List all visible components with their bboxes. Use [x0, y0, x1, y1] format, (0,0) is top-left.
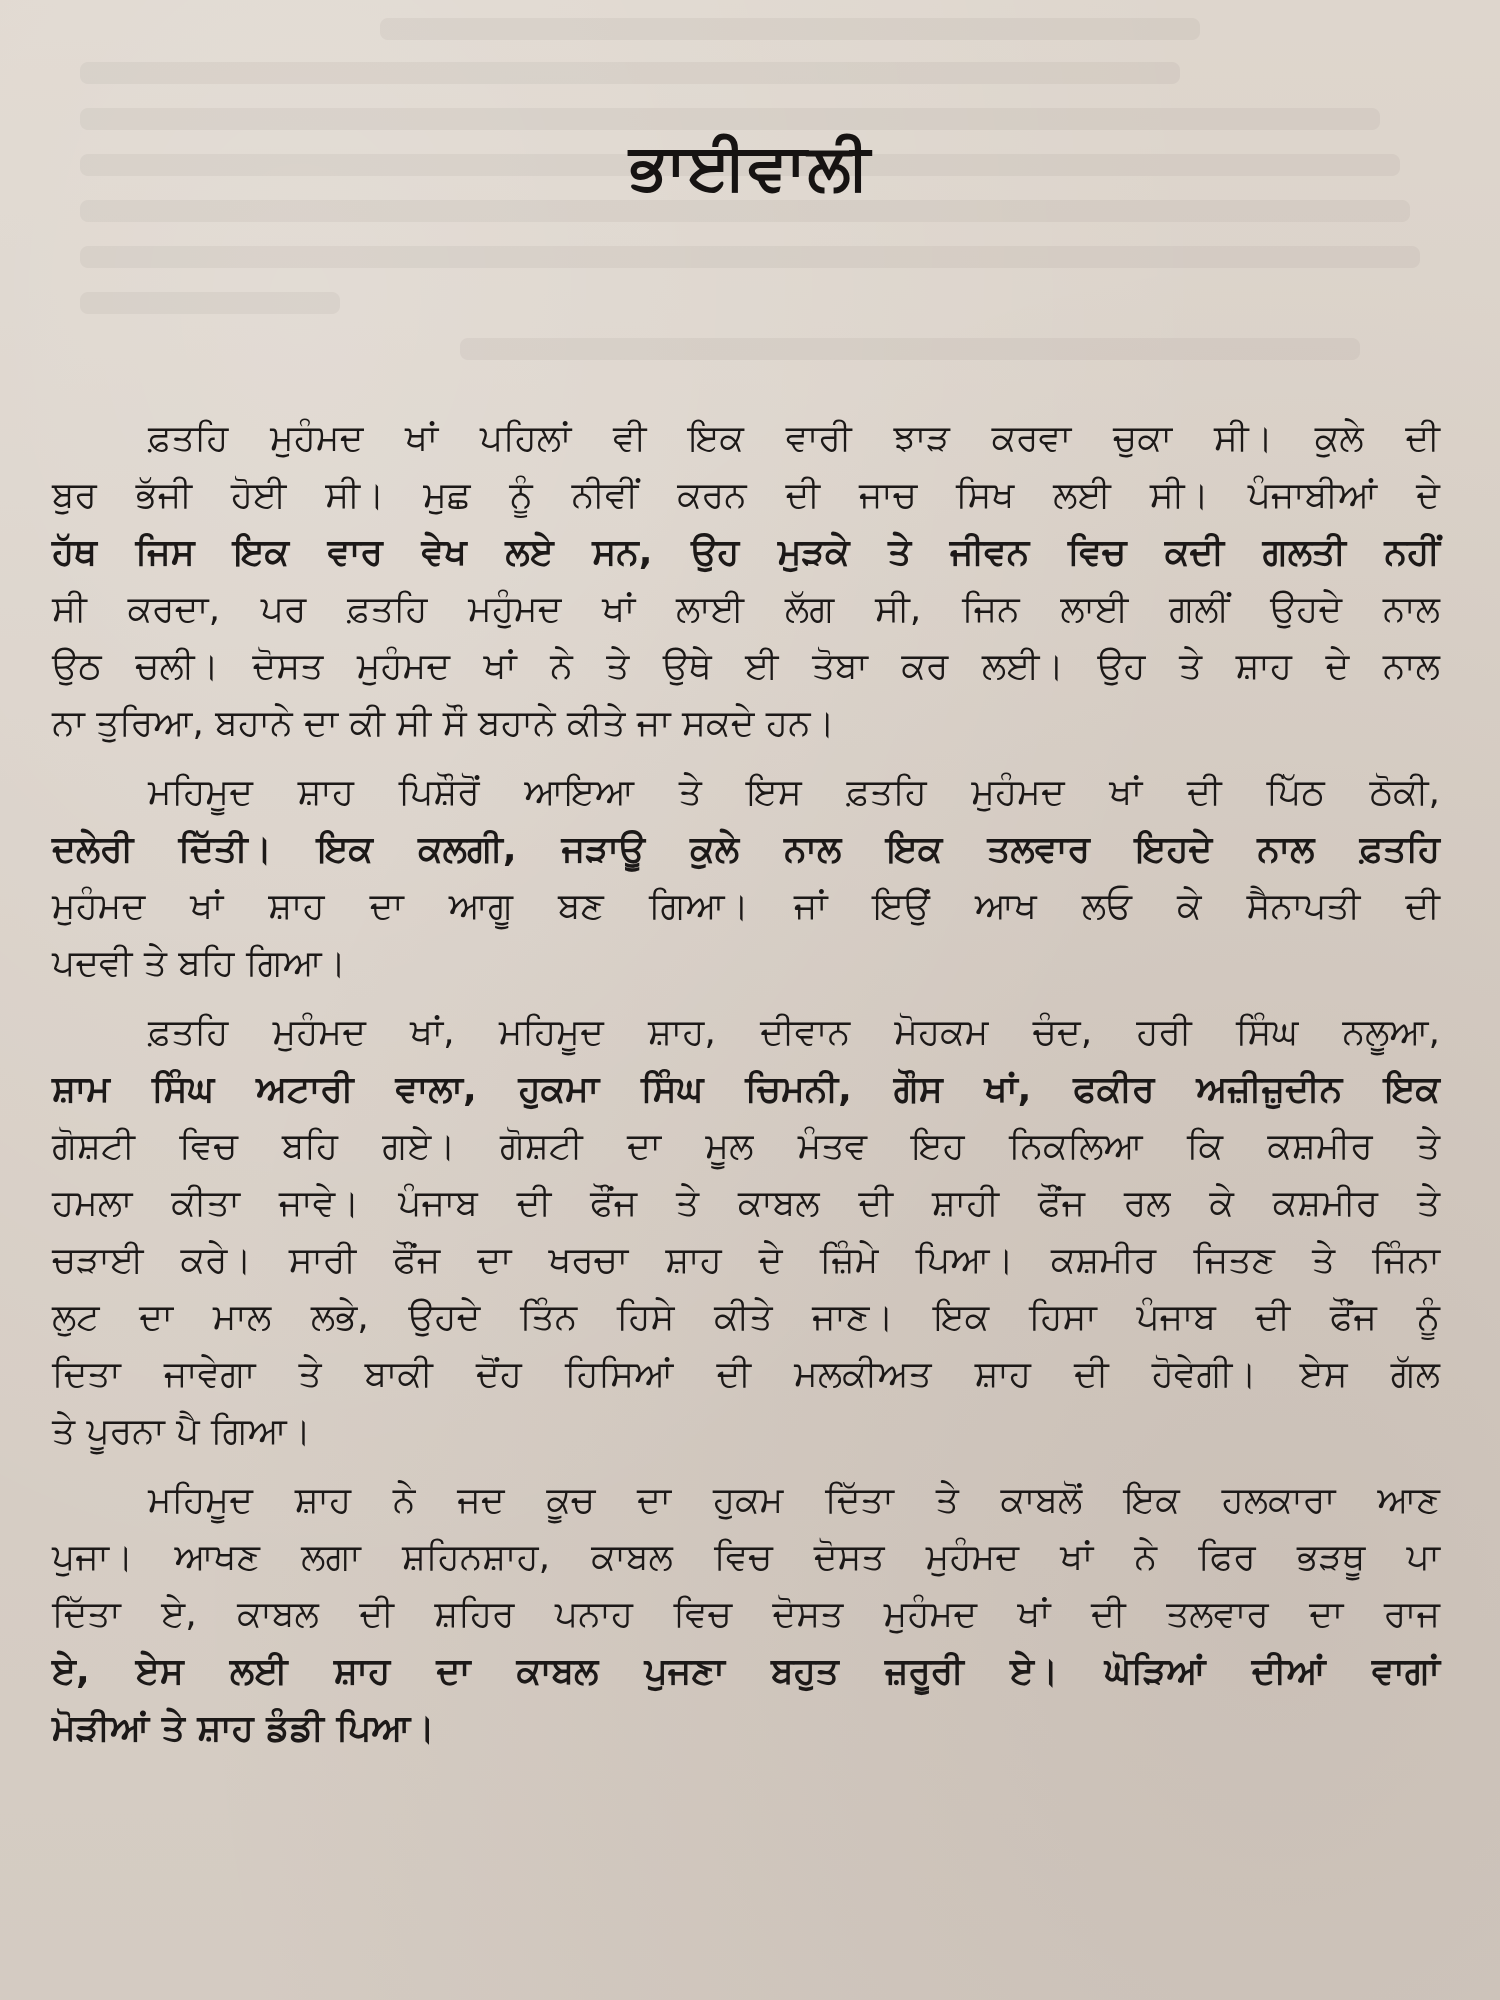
paragraph-2 [52, 764, 1440, 992]
text-line: ਨਾ ਤੁਰਿਆ, ਬਹਾਨੇ ਦਾ ਕੀ ਸੀ ਸੌ ਬਹਾਨੇ ਕੀਤੇ ਜਾ ਸਕਦੇ ਹਨ। [52, 703, 835, 744]
text-line: ਮੁਹੰਮਦ ਖਾਂ ਸ਼ਾਹ ਦਾ ਆਗੂ ਬਣ ਗਿਆ। ਜਾਂ ਇਉਂ ਆਖ ਲਓ ਕੇ ਸੈਨਾਪਤੀ ਦੀ [52, 886, 1440, 927]
text-line: ਮੋੜੀਆਂ ਤੇ ਸ਼ਾਹ ਡੰਡੀ ਪਿਆ। [52, 1708, 435, 1749]
text-line: ਫ਼ਤਹਿ ਮੁਹੰਮਦ ਖਾਂ ਪਹਿਲਾਂ ਵੀ ਇਕ ਵਾਰੀ ਝਾੜ ਕਰਵਾ ਚੁਕਾ ਸੀ। ਕੁਲੇ ਦੀ [148, 418, 1440, 459]
text-line: ਦਿੱਤਾ ਏ, ਕਾਬਲ ਦੀ ਸ਼ਹਿਰ ਪਨਾਹ ਵਿਚ ਦੋਸਤ ਮੁਹੰਮਦ ਖਾਂ ਦੀ ਤਲਵਾਰ ਦਾ ਰਾਜ [52, 1594, 1440, 1635]
text-line: ਦਲੇਰੀ ਦਿੱਤੀ। ਇਕ ਕਲਗੀ, ਜੜਾਊ ਕੁਲੇ ਨਾਲ ਇਕ ਤਲਵਾਰ ਇਹਦੇ ਨਾਲ ਫ਼ਤਹਿ [52, 829, 1440, 870]
text-line: ਮਹਿਮੂਦ ਸ਼ਾਹ ਨੇ ਜਦ ਕੂਚ ਦਾ ਹੁਕਮ ਦਿੱਤਾ ਤੇ ਕਾਬਲੋਂ ਇਕ ਹਲਕਾਰਾ ਆਣ [148, 1480, 1440, 1521]
text-line: ਹਮਲਾ ਕੀਤਾ ਜਾਵੇ। ਪੰਜਾਬ ਦੀ ਫੌਂਜ ਤੇ ਕਾਬਲ ਦੀ ਸ਼ਾਹੀ ਫੌਂਜ ਰਲ ਕੇ ਕਸ਼ਮੀਰ ਤੇ [52, 1183, 1440, 1224]
text-line: ਮਹਿਮੂਦ ਸ਼ਾਹ ਪਿਸ਼ੌਰੋਂ ਆਇਆ ਤੇ ਇਸ ਫ਼ਤਹਿ ਮੁਹੰਮਦ ਖਾਂ ਦੀ ਪਿੱਠ ਠੋਕੀ, [148, 772, 1440, 813]
text-line: ਬੁਰ ਭੱਜੀ ਹੋਈ ਸੀ। ਮੁਛ ਨੂੰ ਨੀਵੀਂ ਕਰਨ ਦੀ ਜਾਚ ਸਿਖ ਲਈ ਸੀ। ਪੰਜਾਬੀਆਂ ਦੇ [52, 475, 1440, 516]
text-line: ਸ਼ਾਮ ਸਿੰਘ ਅਟਾਰੀ ਵਾਲਾ, ਹੁਕਮਾ ਸਿੰਘ ਚਿਮਨੀ, ਗੌਸ ਖਾਂ, ਫਕੀਰ ਅਜ਼ੀਜ਼ੁਦੀਨ ਇਕ [52, 1069, 1440, 1110]
text-line: ਹੱਥ ਜਿਸ ਇਕ ਵਾਰ ਵੇਖ ਲਏ ਸਨ, ਉਹ ਮੁੜਕੇ ਤੇ ਜੀਵਨ ਵਿਚ ਕਦੀ ਗਲਤੀ ਨਹੀਂ [52, 532, 1440, 573]
text-line: ਏ, ਏਸ ਲਈ ਸ਼ਾਹ ਦਾ ਕਾਬਲ ਪੁਜਣਾ ਬਹੁਤ ਜ਼ਰੂਰੀ ਏ। ਘੋੜਿਆਂ ਦੀਆਂ ਵਾਗਾਂ [52, 1651, 1440, 1692]
paragraph-3 [52, 1004, 1440, 1460]
body-text [52, 410, 1440, 1769]
paragraph-4 [52, 1472, 1440, 1757]
text-line: ਫ਼ਤਹਿ ਮੁਹੰਮਦ ਖਾਂ, ਮਹਿਮੂਦ ਸ਼ਾਹ, ਦੀਵਾਨ ਮੋਹਕਮ ਚੰਦ, ਹਰੀ ਸਿੰਘ ਨਲੂਆ, [148, 1012, 1440, 1053]
text-line: ਪੁਜਾ। ਆਖਣ ਲਗਾ ਸ਼ਹਿਨਸ਼ਾਹ, ਕਾਬਲ ਵਿਚ ਦੋਸਤ ਮੁਹੰਮਦ ਖਾਂ ਨੇ ਫਿਰ ਭੜਥੂ ਪਾ [52, 1537, 1440, 1578]
text-line: ਸੀ ਕਰਦਾ, ਪਰ ਫ਼ਤਹਿ ਮਹੁੰਮਦ ਖਾਂ ਲਾਈ ਲੱਗ ਸੀ, ਜਿਨ ਲਾਈ ਗਲੀਂ ਉਹਦੇ ਨਾਲ [52, 589, 1440, 630]
text-line: ਚੜਾਈ ਕਰੇ। ਸਾਰੀ ਫੌਂਜ ਦਾ ਖਰਚਾ ਸ਼ਾਹ ਦੇ ਜ਼ਿੰਮੇ ਪਿਆ। ਕਸ਼ਮੀਰ ਜਿਤਣ ਤੇ ਜਿੰਨਾ [52, 1240, 1440, 1281]
text-line: ਤੇ ਪੂਰਨਾ ਪੈ ਗਿਆ। [52, 1411, 312, 1452]
text-line: ਲੁਟ ਦਾ ਮਾਲ ਲਭੇ, ਉਹਦੇ ਤਿੰਨ ਹਿਸੇ ਕੀਤੇ ਜਾਣ। ਇਕ ਹਿਸਾ ਪੰਜਾਬ ਦੀ ਫੌਂਜ ਨੂੰ [52, 1297, 1440, 1338]
text-line: ਗੋਸ਼ਟੀ ਵਿਚ ਬਹਿ ਗਏ। ਗੋਸ਼ਟੀ ਦਾ ਮੂਲ ਮੰਤਵ ਇਹ ਨਿਕਲਿਆ ਕਿ ਕਸ਼ਮੀਰ ਤੇ [52, 1126, 1440, 1167]
paragraph-1 [52, 410, 1440, 752]
text-line: ਪਦਵੀ ਤੇ ਬਹਿ ਗਿਆ। [52, 943, 347, 984]
chapter-title: ਭਾਈਵਾਲੀ [629, 131, 871, 205]
text-line: ਉਠ ਚਲੀ। ਦੋਸਤ ਮੁਹੰਮਦ ਖਾਂ ਨੇ ਤੇ ਉਥੇ ਈ ਤੋਬਾ ਕਰ ਲਈ। ਉਹ ਤੇ ਸ਼ਾਹ ਦੇ ਨਾਲ [52, 646, 1440, 687]
text-line: ਦਿਤਾ ਜਾਵੇਗਾ ਤੇ ਬਾਕੀ ਦੋਂਹ ਹਿਸਿਆਂ ਦੀ ਮਲਕੀਅਤ ਸ਼ਾਹ ਦੀ ਹੋਵੇਗੀ। ਏਸ ਗੱਲ [52, 1354, 1440, 1395]
